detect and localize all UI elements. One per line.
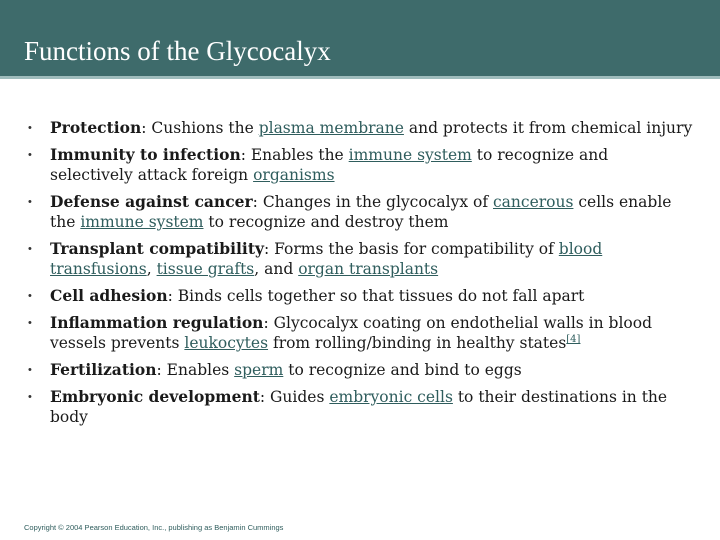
bullet-protection [24,118,694,138]
bullet-text: : Forms the basis for compatibility of [263,240,559,258]
link-organ-transplants[interactable]: organ transplants [298,260,439,278]
bullet-text: : Changes in the glycocalyx of [252,193,493,211]
bullet-text: : Enables [156,361,235,379]
bullet-text: : Guides [259,388,330,406]
bullet-term: Embryonic development [50,387,260,406]
bullet-dot-icon: • [28,290,32,302]
slide-title: Functions of the Glycocalyx [24,36,331,66]
bullet-text: : Enables the [240,146,349,164]
bullet-text: from rolling/binding in healthy states [268,334,567,352]
bullet-dot-icon: • [28,196,32,208]
link-embryonic-cells[interactable]: embryonic cells [329,388,453,406]
bullet-text: : Binds cells together so that tissues do not fall apart [167,287,585,305]
bullet-dot-icon: • [28,364,32,376]
bullet-inflammation [24,313,694,353]
bullet-text: and protects it from chemical injury [403,119,693,137]
bullet-term: Transplant compatibility [50,239,264,258]
bullet-text: : Glycocalyx coating on endothelial walls in blood vessels prevents [50,314,652,352]
link-sperm[interactable]: sperm [234,361,284,379]
link-leukocytes[interactable]: leukocytes [184,334,269,352]
bullet-text: : Cushions the [141,119,259,137]
link-immune-system[interactable]: immune system [348,146,472,164]
link-cancerous[interactable]: cancerous [493,193,574,211]
bullet-term: Inflammation regulation [50,313,264,332]
link-immune-system[interactable]: immune system [80,213,204,231]
bullet-term: Immunity to infection [50,145,241,164]
title-bar-underline [0,76,720,79]
link-tissue-grafts[interactable]: tissue grafts [156,260,255,278]
citation-link[interactable]: [4] [566,333,581,345]
bullet-text: , and [254,260,299,278]
copyright-footer: Copyright © 2004 Pearson Education, Inc., publishing as Benjamin Cummings [24,523,284,532]
bullet-list [24,118,694,434]
bullet-term: Protection [50,118,142,137]
bullet-dot-icon: • [28,317,32,329]
bullet-dot-icon: • [28,243,32,255]
bullet-dot-icon: • [28,122,32,134]
bullet-term: Cell adhesion [50,286,168,305]
bullet-text: to recognize and selectively attack foreign [50,146,609,184]
bullet-cell-adhesion [24,286,694,306]
bullet-term: Defense against cancer [50,192,253,211]
bullet-term: Fertilization [50,360,157,379]
link-organisms[interactable]: organisms [253,166,335,184]
bullet-text: to recognize and destroy them [203,213,449,231]
bullet-text: to recognize and bind to eggs [283,361,522,379]
bullet-fertilization [24,360,694,380]
bullet-transplant [24,239,694,279]
bullet-dot-icon: • [28,391,32,403]
bullet-dot-icon: • [28,149,32,161]
bullet-cancer-defense [24,192,694,232]
bullet-text: to their destinations in the body [50,388,668,426]
bullet-immunity [24,145,694,185]
bullet-text: cells enable the [50,193,672,231]
link-plasma-membrane[interactable]: plasma membrane [258,119,404,137]
bullet-embryonic [24,387,694,427]
bullet-text: , [146,260,157,278]
link-blood-transfusions[interactable]: blood transfusions [50,240,603,278]
